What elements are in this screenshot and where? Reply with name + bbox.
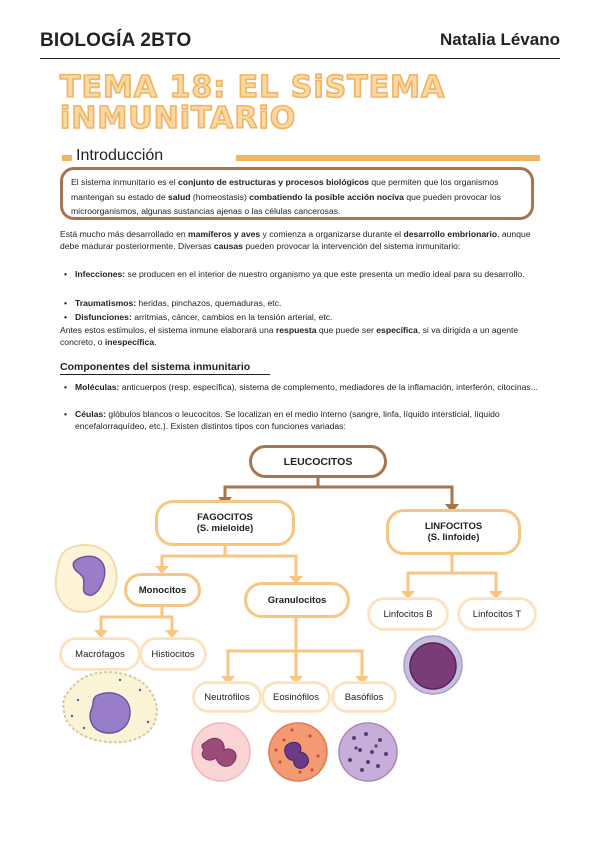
node-fagocitos <box>155 500 295 546</box>
paragraph-bold: específica <box>376 325 418 335</box>
paragraph-bold: desarrollo embrionario <box>403 229 498 239</box>
connector-linfocitos-t <box>452 573 496 593</box>
paragraph-bold: respuesta <box>275 325 317 335</box>
paragraph-text: Está mucho más desarrollado en <box>60 229 189 239</box>
paragraph-bold: causas <box>213 241 243 252</box>
component-label: Céulas: <box>75 409 107 419</box>
linfocitos-sublabel: (S. linfoide) <box>427 532 480 543</box>
node-granulocitos: Granulocitos <box>244 582 350 618</box>
cause-label: Traumatismos: <box>75 298 137 308</box>
connector-root-fagocitos <box>225 477 318 499</box>
subject-title: BIOLOGÍA 2BTO <box>40 30 192 51</box>
paragraph-text: pueden provocar la intervención del sistema inmunitario: <box>242 241 461 252</box>
cause-text: arritmias, cáncer, cambios en la tensión arterial, etc. <box>131 312 333 322</box>
paragraph-text: Antes estos estímulos, el sistema inmune elaborará una <box>60 325 276 335</box>
paragraph-bold: inespecífica <box>104 337 155 348</box>
lymphocyte-illustration <box>404 636 462 694</box>
author-name: Natalia Lévano <box>440 30 560 49</box>
connector-linfocitos-b <box>408 555 452 593</box>
paragraph-bold: mamíferos y aves <box>188 229 261 239</box>
paragraph-text: que puede ser <box>316 325 377 335</box>
components-heading: Componentes del sistema inmunitario <box>60 361 270 375</box>
node-histiocitos: Histiocitos <box>140 638 206 670</box>
component-text: anticuerpos (resp. específica), sistema de complemento, mediadores de la inflamación, interferón, citocinas... <box>119 382 538 392</box>
component-text: glóbulos blancos o leucocitos. Se localizan en el medio interno (sangre, linfa, líquido intersticial, líquido encefalorraquídeo, etc.). Existen distintos tipos con funciones variadas: <box>75 409 500 432</box>
fagocitos-sublabel: (S. mieloide) <box>196 523 254 534</box>
connector-monocitos-macrofagos <box>101 606 162 632</box>
node-linfocitos <box>386 509 521 555</box>
fagocitos-label: FAGOCITOS <box>197 512 253 523</box>
monocyte-illustration <box>56 545 117 612</box>
connector-root-linfocitos <box>318 487 452 506</box>
connector-fagocitos-granulocitos <box>225 556 296 578</box>
paragraph-text: y comienza a organizarse durante el <box>260 229 404 239</box>
definition-bold: salud <box>168 191 191 202</box>
title-line-1: TEMA 18: EL SiSTEMA <box>60 70 446 105</box>
paragraph-text: , si va dirigida a un agente concreto, o <box>60 325 519 348</box>
definition-text: El sistema inmunitario es el <box>71 177 178 187</box>
node-basofilos: Basófilos <box>332 682 396 712</box>
definition-bold: combatiendo la posible acción nociva <box>249 191 404 202</box>
connector-granulocitos-basofilos <box>296 651 362 678</box>
node-monocitos: Monocitos <box>124 573 201 607</box>
macrophage-illustration <box>63 672 157 742</box>
definition-text: que pueden provocar los microorganismos, algunas sustancias ajenas o las células cancerosas. <box>71 191 501 216</box>
component-label: Moléculas: <box>75 382 120 392</box>
paragraph-text: , aunque debe madurar posteriormente. Diversas <box>60 229 531 252</box>
cause-label: Disfunciones: <box>75 312 132 322</box>
paragraph-text: . <box>154 337 157 348</box>
definition-text: que permiten que los organismos mantengan su estado de <box>71 177 499 202</box>
definition-bold: conjunto de estructuras y procesos biológicos <box>178 177 370 187</box>
node-macrofagos: Macrófagos <box>60 638 140 670</box>
cause-label: Infecciones: <box>75 269 126 279</box>
connector-monocitos-histiocitos <box>162 617 172 632</box>
neutrophil-illustration <box>192 723 250 781</box>
definition-text: (homeostasis) <box>190 191 250 202</box>
eosinophil-illustration <box>269 723 327 781</box>
cause-text: se producen en el interior de nuestro organismo ya que este presenta un medio ideal para su desarrollo. <box>125 269 525 279</box>
node-neutrofilos: Neutrófilos <box>193 682 261 712</box>
title-line-2: iNMUNiTARiO <box>60 101 297 136</box>
node-leucocitos: LEUCOCITOS <box>249 445 387 478</box>
connector-granulocitos-neutrofilos <box>228 618 296 678</box>
linfocitos-label: LINFOCITOS <box>424 521 483 532</box>
node-eosinofilos: Eosinófilos <box>262 682 330 712</box>
node-linfocitos-b: Linfocitos B <box>368 598 448 630</box>
intro-heading-label: Introducción <box>76 147 164 164</box>
cause-text: heridas, pinchazos, quemaduras, etc. <box>136 298 282 308</box>
node-linfocitos-t: Linfocitos T <box>458 598 536 630</box>
connector-fagocitos-monocitos <box>162 545 225 568</box>
basophil-illustration <box>339 723 397 781</box>
